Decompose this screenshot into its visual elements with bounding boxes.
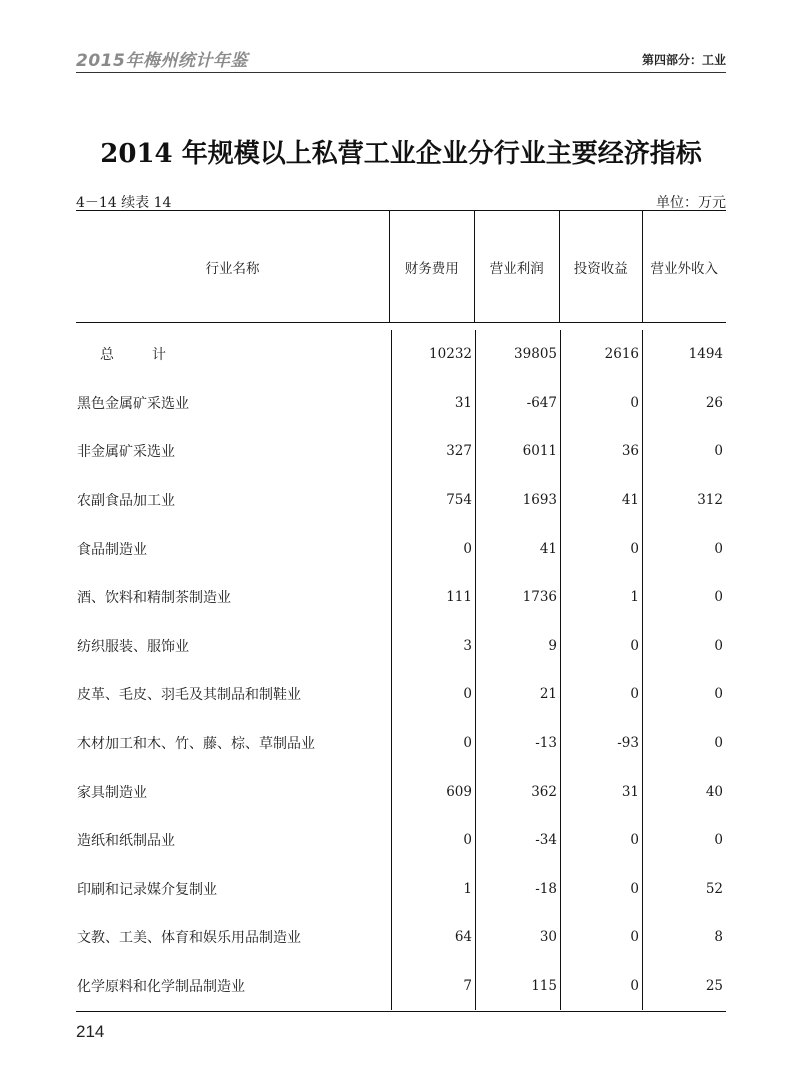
industry-name: 纺织服装、服饰业 — [77, 638, 189, 655]
table-row — [76, 330, 726, 379]
column-header-non-operating-income: 营业外收入 — [642, 211, 726, 322]
table-row — [76, 816, 726, 865]
value-cell: 0 — [560, 524, 642, 573]
unit-label: 单位：万元 — [656, 195, 726, 211]
value-cell: 39805 — [475, 330, 560, 379]
table-body — [76, 323, 726, 1011]
value-cell: 327 — [391, 427, 475, 476]
value-cell: 21 — [475, 670, 560, 719]
industry-name: 文教、工美、体育和娱乐用品制造业 — [77, 930, 301, 947]
value-cell: 0 — [642, 622, 726, 671]
value-cell: 41 — [475, 524, 560, 573]
value-cell: -647 — [475, 379, 560, 428]
value-cell: 1693 — [475, 476, 560, 525]
value-cell: 0 — [642, 719, 726, 768]
value-cell: 8 — [642, 913, 726, 962]
value-cell: -34 — [475, 816, 560, 865]
value-cell: 0 — [560, 622, 642, 671]
value-cell: 1 — [391, 865, 475, 914]
table-row — [76, 865, 726, 914]
table-row — [76, 427, 726, 476]
value-cell: 36 — [560, 427, 642, 476]
data-table — [76, 210, 726, 1012]
value-cell: 0 — [642, 816, 726, 865]
column-header-industry: 行业名称 — [205, 260, 260, 277]
value-cell: 26 — [642, 379, 726, 428]
industry-name: 家具制造业 — [77, 784, 147, 801]
table-row — [76, 962, 726, 1011]
section-name: 第四部分：工业 — [641, 53, 726, 67]
value-cell: 1 — [560, 573, 642, 622]
table-row — [76, 379, 726, 428]
industry-name: 酒、饮料和精制茶制造业 — [77, 590, 231, 607]
value-cell: 609 — [391, 767, 475, 816]
value-cell: 0 — [391, 816, 475, 865]
value-cell: 115 — [475, 962, 560, 1011]
value-cell: 1736 — [475, 573, 560, 622]
industry-name: 造纸和纸制品业 — [77, 833, 175, 850]
value-cell: 9 — [475, 622, 560, 671]
value-cell: 10232 — [391, 330, 475, 379]
value-cell: 6011 — [475, 427, 560, 476]
table-row — [76, 573, 726, 622]
industry-name: 食品制造业 — [77, 541, 147, 558]
page-title: 2014 年规模以上私营工业企业分行业主要经济指标 — [100, 139, 702, 169]
running-header — [76, 46, 726, 73]
table-header-row — [76, 211, 726, 323]
industry-name: 化学原料和化学制品制造业 — [77, 979, 245, 996]
value-cell: 30 — [475, 913, 560, 962]
value-cell: 7 — [391, 962, 475, 1011]
value-cell: 64 — [391, 913, 475, 962]
value-cell: 0 — [391, 670, 475, 719]
value-cell: 0 — [560, 865, 642, 914]
value-cell: 0 — [560, 816, 642, 865]
value-cell: 0 — [560, 379, 642, 428]
value-cell: -13 — [475, 719, 560, 768]
value-cell: 0 — [391, 719, 475, 768]
total-row-label: 总 计 — [100, 347, 178, 364]
value-cell: 0 — [642, 524, 726, 573]
column-header-financial-expenses: 财务费用 — [389, 211, 473, 322]
table-row — [76, 767, 726, 816]
industry-name: 印刷和记录媒介复制业 — [77, 881, 217, 898]
value-cell: 0 — [642, 573, 726, 622]
value-cell: 0 — [560, 913, 642, 962]
value-cell: 31 — [391, 379, 475, 428]
value-cell: -18 — [475, 865, 560, 914]
value-cell: 1494 — [642, 330, 726, 379]
value-cell: 31 — [560, 767, 642, 816]
value-cell: 0 — [560, 670, 642, 719]
table-row — [76, 622, 726, 671]
page-number: 214 — [76, 1022, 105, 1041]
value-cell: 0 — [642, 427, 726, 476]
value-cell: 2616 — [560, 330, 642, 379]
value-cell: 754 — [391, 476, 475, 525]
value-cell: 0 — [642, 670, 726, 719]
industry-name: 木材加工和木、竹、藤、棕、草制品业 — [77, 736, 315, 753]
value-cell: 0 — [391, 524, 475, 573]
industry-name: 皮革、毛皮、羽毛及其制品和制鞋业 — [77, 687, 301, 704]
value-cell: 52 — [642, 865, 726, 914]
value-cell: 0 — [560, 962, 642, 1011]
industry-name: 非金属矿采选业 — [77, 444, 175, 461]
value-cell: 3 — [391, 622, 475, 671]
table-row — [76, 913, 726, 962]
table-row — [76, 719, 726, 768]
value-cell: 111 — [391, 573, 475, 622]
table-row — [76, 476, 726, 525]
value-cell: 312 — [642, 476, 726, 525]
column-header-operating-profit: 营业利润 — [474, 211, 559, 322]
value-cell: 25 — [642, 962, 726, 1011]
industry-name: 黑色金属矿采选业 — [77, 395, 189, 412]
value-cell: 40 — [642, 767, 726, 816]
table-row — [76, 670, 726, 719]
column-header-investment-income: 投资收益 — [559, 211, 642, 322]
value-cell: 362 — [475, 767, 560, 816]
yearbook-title: 2015年梅州统计年鉴 — [76, 51, 248, 71]
table-row — [76, 524, 726, 573]
table-code: 4－14 续表 14 — [76, 195, 172, 211]
value-cell: -93 — [560, 719, 642, 768]
industry-name: 农副食品加工业 — [77, 493, 175, 510]
value-cell: 41 — [560, 476, 642, 525]
